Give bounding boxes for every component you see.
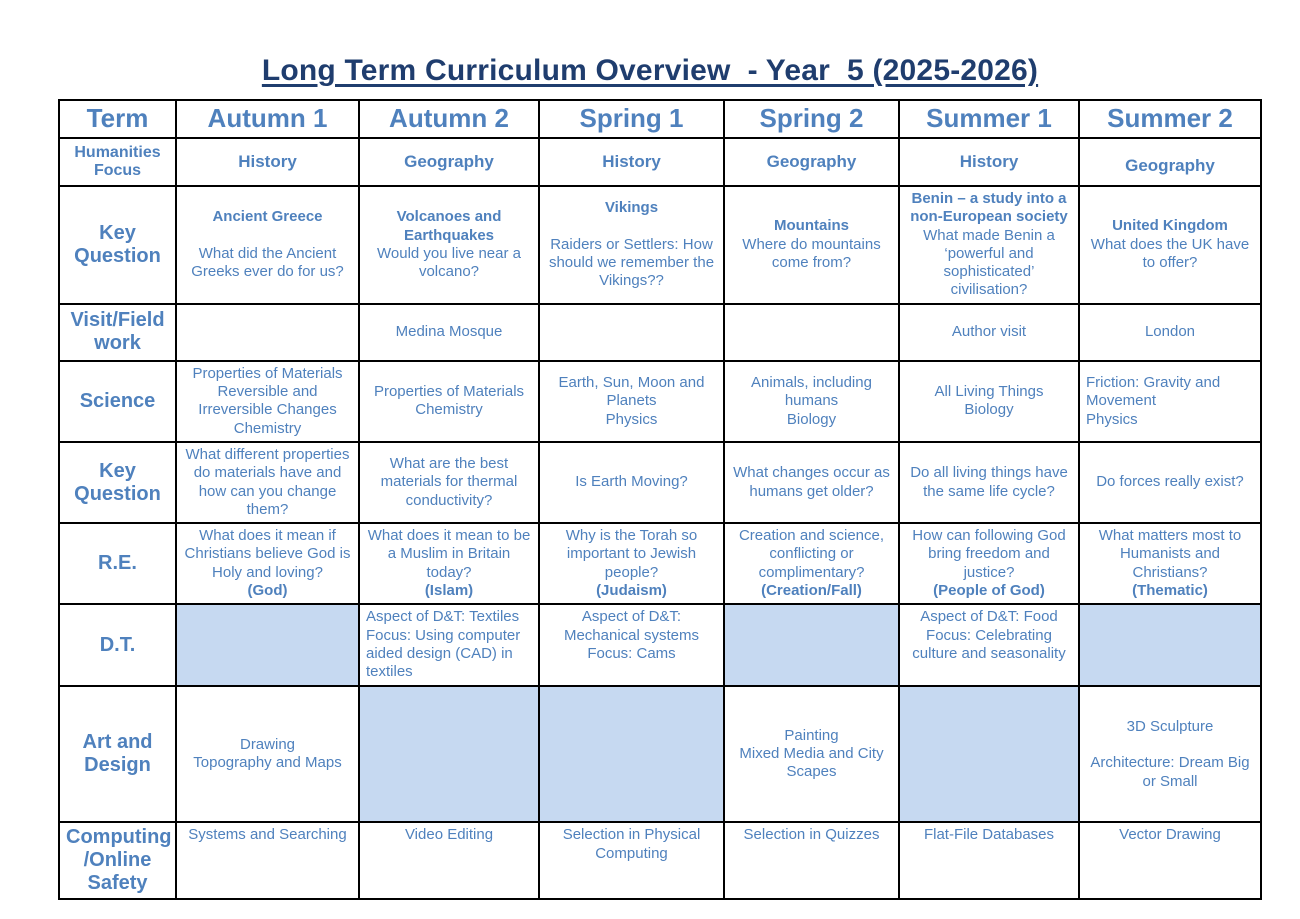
cell-line: Author visit: [951, 323, 1027, 341]
table-cell: [1079, 523, 1261, 604]
cell-line: Why is the Torah so important to Jewish people?: [565, 527, 698, 581]
cell-line: Do forces really exist?: [1096, 473, 1244, 491]
table-cell: [724, 442, 899, 523]
table-cell: [539, 523, 724, 604]
cell-line: What did the Ancient Greeks ever do for us?: [191, 244, 344, 281]
cell-line: Biology: [964, 401, 1014, 419]
cell-line: All Living Things: [934, 383, 1044, 401]
cell-line: Mixed Media and City Scapes: [739, 745, 884, 781]
cell-line: Do all living things have the same life cycle?: [910, 464, 1068, 500]
table-row: [59, 523, 1261, 604]
table-body: [59, 138, 1261, 899]
cell-line: Volcanoes and Earthquakes: [396, 208, 502, 244]
table-cell: [539, 442, 724, 523]
shaded-cell: [1079, 604, 1261, 686]
cell-line: Properties of Materials: [373, 383, 525, 401]
shaded-cell: [359, 686, 539, 822]
table-cell: [899, 138, 1079, 186]
table-cell: [899, 304, 1079, 361]
table-row: [59, 361, 1261, 442]
table-cell: [176, 186, 359, 304]
row-label: Key Question: [59, 442, 176, 523]
row-label: Science: [59, 361, 176, 442]
row-label: R.E.: [59, 523, 176, 604]
cell-line: (God): [247, 582, 288, 600]
table-row: [59, 686, 1261, 822]
table-row: [59, 304, 1261, 361]
cell-line: Vikings: [604, 199, 659, 217]
cell-line: What does it mean if Christians believe God is Holy and loving?: [184, 527, 351, 581]
table-cell: [359, 304, 539, 361]
page-title: Long Term Curriculum Overview - Year 5 (2025-2026): [261, 54, 1039, 87]
cell-line: Mountains: [774, 217, 849, 235]
cell-line: Creation and science, conflicting or complimentary?: [738, 527, 885, 581]
cell-line: Aspect of D&T: Mechanical systems: [563, 608, 700, 644]
cell-line: History: [602, 151, 661, 171]
shaded-cell: [724, 604, 899, 686]
row-label: Computing /Online Safety: [59, 822, 176, 899]
table-cell: [359, 361, 539, 442]
cell-line: Would you live near a volcano?: [377, 244, 521, 281]
table-cell: [176, 304, 359, 361]
table-row: [59, 442, 1261, 523]
table-cell: [176, 361, 359, 442]
cell-line: [1086, 736, 1254, 754]
cell-line: (Creation/Fall): [761, 582, 862, 600]
curriculum-table: [58, 99, 1262, 900]
cell-line: Physics: [605, 410, 658, 428]
table-cell: [899, 604, 1079, 686]
table-cell: [539, 604, 724, 686]
cell-line: History: [959, 151, 1019, 171]
table-cell: [899, 523, 1079, 604]
cell-line: What made Benin a ‘powerful and sophisticated’ civilisation?: [923, 226, 1055, 299]
cell-line: Is Earth Moving?: [575, 473, 688, 491]
cell-line: Drawing: [239, 736, 296, 754]
table-cell: [724, 822, 899, 899]
table-cell: [724, 523, 899, 604]
cell-line: London: [1144, 323, 1196, 341]
table-row: [59, 822, 1261, 899]
row-label: Key Question: [59, 186, 176, 304]
row-label: Visit/Field work: [59, 304, 176, 361]
cell-line: Reversible and Irreversible Changes: [198, 383, 337, 419]
column-header-term: Term: [59, 100, 176, 138]
table-row: [59, 138, 1261, 186]
shaded-cell: [899, 686, 1079, 822]
cell-line: Raiders or Settlers: How should we remember the Vikings??: [548, 235, 715, 290]
cell-line: Aspect of D&T: Textiles: [366, 608, 520, 626]
table-cell: [1079, 361, 1261, 442]
cell-line: Physics: [1086, 410, 1138, 428]
cell-line: Ancient Greece: [212, 208, 323, 226]
table-cell: [359, 523, 539, 604]
header-row: [59, 100, 1261, 138]
cell-line: Medina Mosque: [395, 323, 503, 341]
cell-line: [546, 217, 717, 235]
cell-line: Benin – a study into a non-European society: [910, 190, 1068, 226]
cell-line: Flat-File Databases: [923, 826, 1055, 844]
cell-line: Focus: Using computer aided design (CAD) in textiles: [366, 626, 521, 681]
cell-line: Geography: [404, 151, 494, 171]
row-label: Humanities Focus: [59, 138, 176, 186]
table-cell: [176, 523, 359, 604]
table-cell: [176, 822, 359, 899]
shaded-cell: [176, 604, 359, 686]
cell-line: Chemistry: [233, 419, 302, 437]
column-header-autumn1: Autumn 1: [176, 100, 359, 138]
cell-line: Where do mountains come from?: [742, 235, 881, 272]
column-header-spring2: Spring 2: [724, 100, 899, 138]
table-cell: [359, 822, 539, 899]
cell-line: Geography: [766, 151, 857, 171]
table-cell: [359, 138, 539, 186]
column-header-summer2: Summer 2: [1079, 100, 1261, 138]
cell-line: Friction: Gravity and Movement: [1086, 373, 1221, 410]
table-cell: [539, 186, 724, 304]
table-cell: [1079, 186, 1261, 304]
cell-line: What are the best materials for thermal conductivity?: [380, 455, 518, 509]
cell-line: (Thematic): [1132, 582, 1208, 600]
table-row: [59, 186, 1261, 304]
table-cell: [176, 442, 359, 523]
table-cell: [724, 138, 899, 186]
cell-line: Biology: [786, 410, 837, 428]
cell-line: Systems and Searching: [188, 826, 347, 844]
table-cell: [724, 186, 899, 304]
cell-line: Painting: [784, 726, 839, 744]
cell-line: United Kingdom: [1112, 217, 1228, 235]
cell-line: Properties of Materials: [192, 364, 343, 382]
column-header-summer1: Summer 1: [899, 100, 1079, 138]
cell-line: Geography: [1125, 156, 1215, 176]
table-cell: [539, 361, 724, 442]
cell-line: What does it mean to be a Muslim in Britain today?: [367, 527, 531, 581]
table-cell: [724, 686, 899, 822]
cell-line: Vector Drawing: [1119, 826, 1221, 844]
table-row: [59, 604, 1261, 686]
cell-line: Animals, including humans: [751, 373, 872, 410]
table-cell: [176, 138, 359, 186]
column-header-spring1: Spring 1: [539, 100, 724, 138]
table-cell: [539, 304, 724, 361]
cell-line: What matters most to Humanists and Christians?: [1098, 527, 1242, 581]
cell-line: Chemistry: [415, 401, 483, 419]
cell-line: What changes occur as humans get older?: [733, 464, 890, 500]
row-label: Art and Design: [59, 686, 176, 822]
table-cell: [724, 304, 899, 361]
cell-line: Focus: Celebrating culture and seasonality: [912, 626, 1066, 662]
cell-line: (Judaism): [596, 582, 667, 600]
cell-line: (Islam): [424, 582, 474, 600]
cell-line: 3D Sculpture: [1126, 717, 1214, 735]
cell-line: What different properties do materials have and how can you change them?: [185, 445, 350, 518]
cell-line: Architecture: Dream Big or Small: [1090, 754, 1250, 790]
shaded-cell: [539, 686, 724, 822]
cell-line: Selection in Physical Computing: [562, 826, 701, 862]
table-cell: [539, 822, 724, 899]
column-header-autumn2: Autumn 2: [359, 100, 539, 138]
cell-line: Topography and Maps: [193, 754, 342, 772]
table-cell: [1079, 442, 1261, 523]
cell-line: History: [238, 151, 297, 171]
cell-line: Earth, Sun, Moon and Planets: [558, 373, 705, 410]
table-cell: [1079, 822, 1261, 899]
cell-line: (People of God): [933, 582, 1045, 600]
cell-line: What does the UK have to offer?: [1090, 235, 1250, 272]
table-cell: [359, 186, 539, 304]
table-cell: [1079, 138, 1261, 186]
table-cell: [359, 442, 539, 523]
table-cell: [1079, 686, 1261, 822]
table-cell: [724, 361, 899, 442]
cell-line: Aspect of D&T: Food: [920, 608, 1058, 626]
table-cell: [899, 361, 1079, 442]
table-cell: [359, 604, 539, 686]
table-cell: [1079, 304, 1261, 361]
cell-line: [183, 227, 352, 245]
row-label: D.T.: [59, 604, 176, 686]
cell-line: Selection in Quizzes: [743, 826, 880, 844]
table-cell: [899, 186, 1079, 304]
table-cell: [899, 442, 1079, 523]
cell-line: How can following God bring freedom and justice?: [912, 527, 1066, 581]
cell-line: Focus: Cams: [587, 644, 676, 662]
table-cell: [539, 138, 724, 186]
table-cell: [176, 686, 359, 822]
cell-line: Video Editing: [404, 826, 494, 844]
table-cell: [899, 822, 1079, 899]
